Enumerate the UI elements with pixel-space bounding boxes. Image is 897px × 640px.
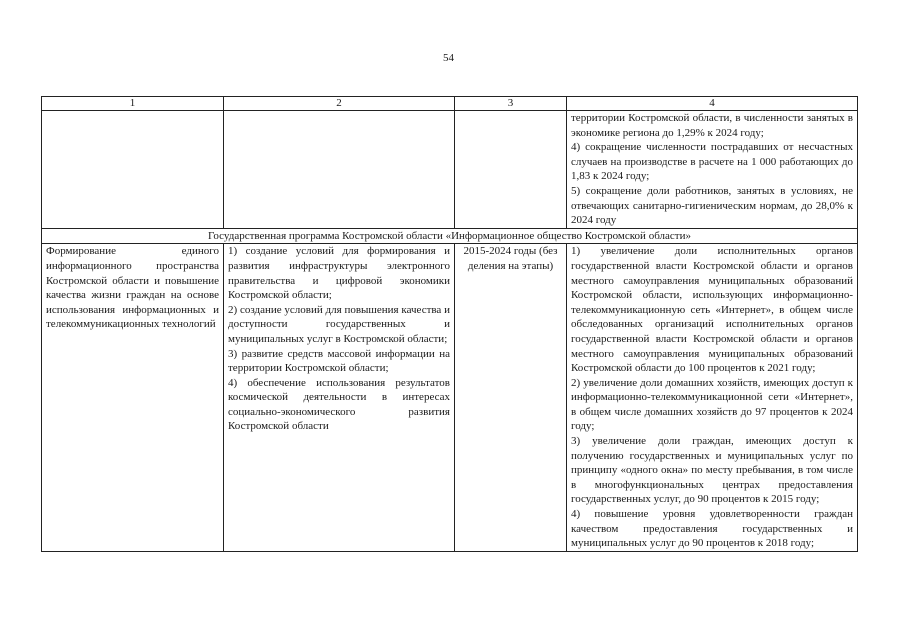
column-header-4: 4 <box>567 97 858 111</box>
result-item-4: 4) повышение уровня удовлетворенности граждан качеством предоставления государственных и муниципальных услуг до 90 процентов к 2018 году; <box>571 508 853 550</box>
column-header-3: 3 <box>455 97 567 111</box>
result-item-3: 3) увеличение доли граждан, имеющих доступ к получению государственных и муниципальных услуг по принципу «одного окна» по месту пребывания, в том числе в многофункциональных центрах предоставления государственных услуг, до 90 процентов к 2015 году; <box>571 435 853 506</box>
period-cell: 2015-2024 годы (без деления на этапы) <box>455 244 567 551</box>
continuation-cell-2 <box>224 111 455 229</box>
page-number: 54 <box>443 52 454 64</box>
continuation-paragraph-2: 4) сокращение численности пострадавших от несчастных случаев на производстве в расчете на 1 000 работающих до 1,83 к 2024 году; <box>571 141 853 183</box>
program-title: Государственная программа Костромской области «Информационное общество Костромской области» <box>42 228 858 244</box>
result-item-2: 2) увеличение доли домашних хозяйств, имеющих доступ к информационно-телекоммуникационной сети «Интернет», в общем числе домашних хозяйств до 97 процентов к 2024 году; <box>571 376 853 433</box>
table-header-row <box>42 97 858 111</box>
document-table <box>41 96 858 552</box>
task-item-1: 1) создание условий для формирования и развития инфраструктуры электронного правительства и цифровой экономики Костромской области; <box>228 245 450 302</box>
goal-cell: Формирование единого информационного пространства Костромской области и повышение качества жизни граждан на основе использования информационных и телекоммуникационных технологий <box>42 244 224 551</box>
table-row-program <box>42 244 858 551</box>
table-row-continuation <box>42 111 858 229</box>
column-header-2: 2 <box>224 97 455 111</box>
table-row-program-title <box>42 228 858 244</box>
continuation-cell-3 <box>455 111 567 229</box>
result-item-1: 1) увеличение доли исполнительных органов государственной власти Костромской области и органов местного самоуправления муниципальных образований Костромской области, использующих информационно-телекоммуникационную сеть «Интернет», в общем числе обследованных организаций исполнительных органов государственной власти Костромской области и органов местного самоуправления муниципальных образований Костромской области до 100 процентов к 2021 году; <box>571 245 853 375</box>
tasks-cell <box>224 244 455 551</box>
task-item-2: 2) создание условий для повышения качества и доступности государственных и муниципальных услуг в Костромской области; <box>228 303 450 345</box>
continuation-cell-4 <box>567 111 858 229</box>
continuation-paragraph-1: территории Костромской области, в численности занятых в экономике региона до 1,29% к 2024 году; <box>571 112 853 139</box>
column-header-1: 1 <box>42 97 224 111</box>
results-cell <box>567 244 858 551</box>
continuation-paragraph-3: 5) сокращение доли работников, занятых в условиях, не отвечающих санитарно-гигиеническим нормам, до 28,0% к 2024 году <box>571 184 853 227</box>
continuation-cell-1 <box>42 111 224 229</box>
task-item-4: 4) обеспечение использования результатов космической деятельности в интересах социально-экономического развития Костромской области <box>228 376 450 433</box>
task-item-3: 3) развитие средств массовой информации на территории Костромской области; <box>228 347 450 375</box>
